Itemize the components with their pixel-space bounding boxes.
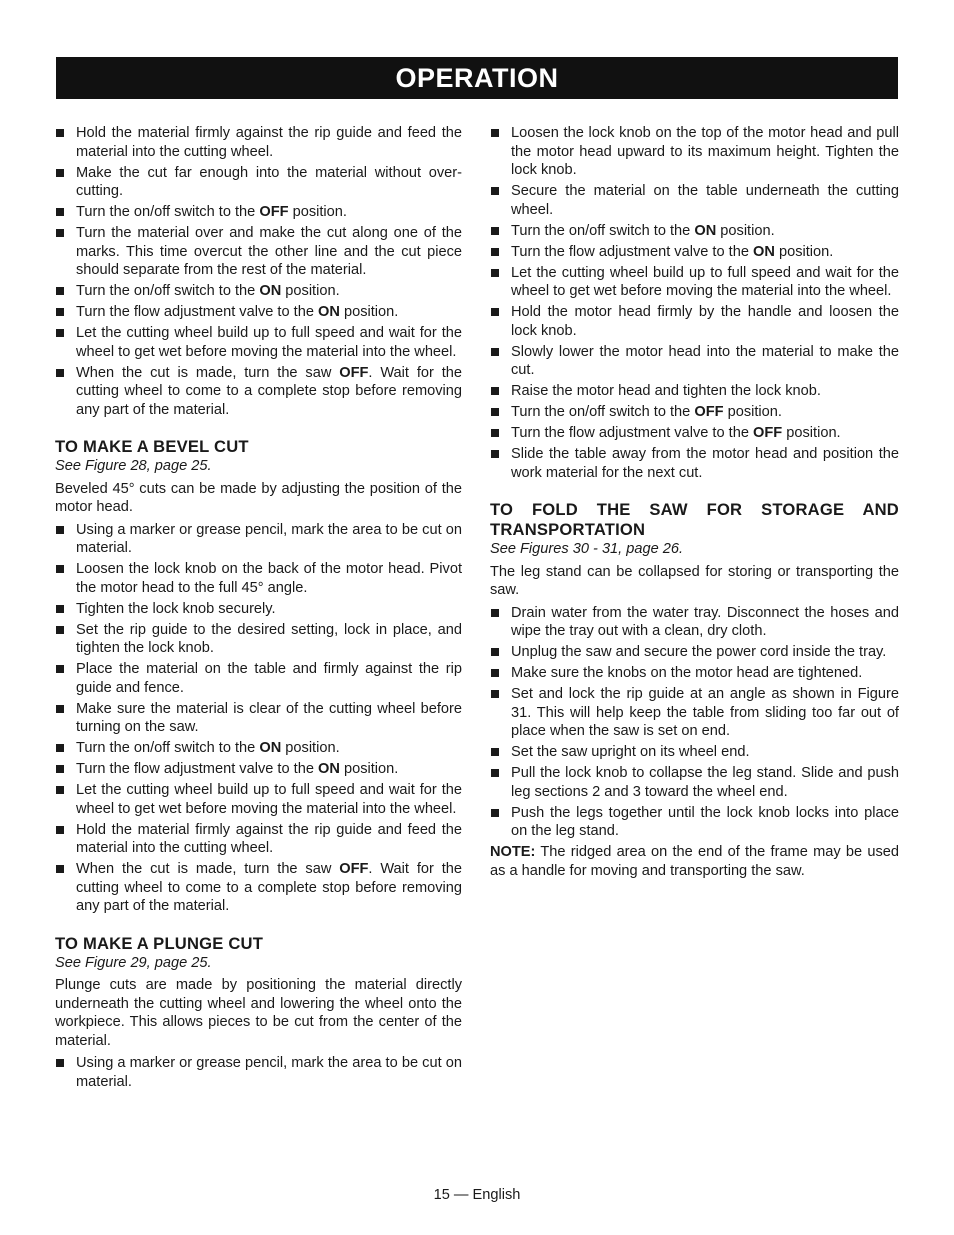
list-item-text: Turn the flow adjustment valve to the xyxy=(76,304,319,320)
square-bullet-icon xyxy=(491,187,499,195)
list-item-emphasis: ON xyxy=(259,283,282,299)
list-item-emphasis: OFF xyxy=(339,364,369,381)
list-item-text: Hold the motor head firmly by the handle and loosen the lock knob. xyxy=(511,304,899,339)
list-item-text: When the cut is made, turn the saw xyxy=(76,861,340,877)
list-item xyxy=(55,821,462,858)
bevel-cut-intro: Beveled 45° cuts can be made by adjusting the position of the motor head. xyxy=(55,480,462,515)
list-item-emphasis: ON xyxy=(318,761,340,777)
list-item-text-after: position. xyxy=(716,222,775,239)
list-item xyxy=(490,382,899,401)
plunge-cut-list-continued xyxy=(490,124,899,482)
list-item-text: Drain water from the water tray. Disconnect the hoses and wipe the tray out with a clean, dry cloth. xyxy=(511,604,899,639)
list-item xyxy=(490,182,899,219)
list-item-text: Make sure the knobs on the motor head are tightened. xyxy=(511,665,863,681)
list-item-text: Loosen the lock knob on the back of the motor head. Pivot the motor head to the full 45° angle. xyxy=(76,561,462,596)
list-item-text: Turn the on/off switch to the xyxy=(76,740,260,756)
intro-list xyxy=(55,124,462,419)
list-item-text: Set and lock the rip guide at an angle as shown in Figure 31. This will help keep the table from sliding too far out of place when the saw is set on end. xyxy=(511,686,899,739)
list-item-text: Let the cutting wheel build up to full speed and wait for the wheel to get wet before moving the material into the wheel. xyxy=(76,782,462,817)
square-bullet-icon xyxy=(491,408,499,416)
square-bullet-icon xyxy=(491,690,499,698)
bevel-cut-figure-ref: See Figure 28, page 25. xyxy=(55,458,212,474)
list-item xyxy=(490,222,899,241)
list-item xyxy=(55,303,462,322)
list-item-text: Hold the material firmly against the rip guide and feed the material into the cutting wheel. xyxy=(76,821,462,856)
list-item-text: Push the legs together until the lock knob locks into place on the leg stand. xyxy=(511,804,899,839)
list-item xyxy=(490,664,899,683)
fold-saw-heading: TO FOLD THE SAW FOR STORAGE AND TRANSPORTATION xyxy=(490,500,899,539)
list-item xyxy=(490,445,899,482)
list-item-text: Let the cutting wheel build up to full speed and wait for the wheel to get wet before moving the material into the wheel. xyxy=(511,264,899,299)
list-item xyxy=(55,660,462,697)
list-item-text-after: position. xyxy=(723,404,782,420)
list-item-text: Secure the material on the table underneath the cutting wheel. xyxy=(511,183,899,218)
list-item xyxy=(55,739,462,758)
square-bullet-icon xyxy=(56,208,64,216)
list-item-text: Hold the material firmly against the rip guide and feed the material into the cutting wheel. xyxy=(76,125,462,160)
list-item-text: Place the material on the table and firmly against the rip guide and fence. xyxy=(76,661,462,696)
list-item xyxy=(55,203,462,222)
fold-saw-intro: The leg stand can be collapsed for storing or transporting the saw. xyxy=(490,563,899,598)
square-bullet-icon xyxy=(491,748,499,756)
list-item-text: Raise the motor head and tighten the lock knob. xyxy=(511,383,821,399)
square-bullet-icon xyxy=(56,229,64,237)
list-item-emphasis: ON xyxy=(694,222,717,239)
page-footer: 15 — English xyxy=(433,1187,521,1203)
list-item-text: Set the saw upright on its wheel end. xyxy=(511,744,750,760)
square-bullet-icon xyxy=(56,129,64,137)
square-bullet-icon xyxy=(56,329,64,337)
list-item xyxy=(490,243,899,262)
list-item-emphasis: ON xyxy=(259,740,282,756)
list-item-emphasis: ON xyxy=(753,243,775,260)
list-item-text: Turn the flow adjustment valve to the xyxy=(511,243,754,260)
list-item-text: Loosen the lock knob on the top of the motor head and pull the motor head upward to its maximum height. Tighten the lock knob. xyxy=(511,125,899,178)
square-bullet-icon xyxy=(491,769,499,777)
list-item-text-after: position. xyxy=(339,761,399,777)
list-item xyxy=(55,164,462,201)
list-item xyxy=(490,643,899,662)
square-bullet-icon xyxy=(56,626,64,634)
square-bullet-icon xyxy=(491,308,499,316)
list-item xyxy=(55,521,462,558)
square-bullet-icon xyxy=(56,765,64,773)
list-item-text: Using a marker or grease pencil, mark the area to be cut on material. xyxy=(76,1055,462,1090)
square-bullet-icon xyxy=(491,387,499,395)
square-bullet-icon xyxy=(56,369,64,377)
square-bullet-icon xyxy=(56,865,64,873)
list-item-text-after: position. xyxy=(782,425,841,441)
square-bullet-icon xyxy=(491,129,499,137)
square-bullet-icon xyxy=(491,227,499,235)
plunge-cut-heading: TO MAKE A PLUNGE CUT xyxy=(55,933,264,953)
list-item xyxy=(55,1054,462,1091)
plunge-cut-intro: Plunge cuts are made by positioning the material directly underneath the cutting wheel and lowering the wheel onto the workpiece. This allows pieces to be cut from the center of the material. xyxy=(55,977,462,1049)
list-item-text: Turn the flow adjustment valve to the xyxy=(511,425,754,441)
square-bullet-icon xyxy=(491,269,499,277)
list-item-emphasis: OFF xyxy=(339,861,369,877)
section-title-banner: OPERATION xyxy=(56,57,898,99)
list-item-text-after: position. xyxy=(281,283,340,299)
square-bullet-icon xyxy=(56,169,64,177)
list-item-text: Unplug the saw and secure the power cord inside the tray. xyxy=(511,644,887,660)
list-item xyxy=(490,403,899,422)
right-column xyxy=(490,124,899,884)
note-text: The ridged area on the end of the frame may be used as a handle for moving and transporting the saw. xyxy=(490,844,899,879)
square-bullet-icon xyxy=(56,786,64,794)
list-item xyxy=(490,303,899,340)
square-bullet-icon xyxy=(56,1059,64,1067)
square-bullet-icon xyxy=(491,248,499,256)
list-item-text: Slide the table away from the motor head and position the work material for the next cut. xyxy=(511,446,899,481)
list-item xyxy=(490,124,899,180)
list-item-text: Turn the on/off switch to the xyxy=(511,222,695,239)
list-item xyxy=(490,804,899,841)
list-item-emphasis: OFF xyxy=(694,404,724,420)
list-item xyxy=(55,700,462,737)
square-bullet-icon xyxy=(56,308,64,316)
list-item-text-after: . Wait for the cutting wheel to come to a complete stop before removing any part of the material. xyxy=(76,364,462,418)
list-item-text: Turn the on/off switch to the xyxy=(76,204,260,220)
list-item xyxy=(490,764,899,801)
fold-saw-figure-ref: See Figures 30 - 31, page 26. xyxy=(490,541,684,557)
list-item-text-after: position. xyxy=(288,204,347,220)
list-item-text: Turn the on/off switch to the xyxy=(76,283,260,299)
square-bullet-icon xyxy=(491,429,499,437)
list-item xyxy=(55,364,462,420)
list-item-text: Tighten the lock knob securely. xyxy=(76,600,276,617)
list-item-text: Turn the material over and make the cut along one of the marks. This time overcut the other line and the cut piece should separate from the rest of the material. xyxy=(76,225,462,278)
list-item-text-after: position. xyxy=(281,740,340,756)
square-bullet-icon xyxy=(56,826,64,834)
square-bullet-icon xyxy=(491,809,499,817)
list-item-text: Pull the lock knob to collapse the leg stand. Slide and push leg sections 2 and 3 toward the wheel end. xyxy=(511,765,899,800)
list-item xyxy=(55,124,462,161)
list-item xyxy=(55,560,462,597)
list-item-emphasis: OFF xyxy=(259,204,289,220)
list-item-text: Let the cutting wheel build up to full speed and wait for the wheel to get wet before moving the material into the wheel. xyxy=(76,325,462,360)
list-item-text: Make sure the material is clear of the cutting wheel before turning on the saw. xyxy=(76,700,462,735)
list-item-text: Slowly lower the motor head into the material to make the cut. xyxy=(511,343,899,378)
square-bullet-icon xyxy=(491,348,499,356)
square-bullet-icon xyxy=(491,609,499,617)
square-bullet-icon xyxy=(56,565,64,573)
list-item-text: Turn the flow adjustment valve to the xyxy=(76,761,319,777)
square-bullet-icon xyxy=(56,744,64,752)
list-item xyxy=(55,224,462,280)
list-item-text: When the cut is made, turn the saw xyxy=(76,364,340,381)
fold-saw-note xyxy=(490,843,899,880)
plunge-cut-list-start xyxy=(55,1054,462,1091)
square-bullet-icon xyxy=(56,526,64,534)
list-item-text: Set the rip guide to the desired setting, lock in place, and tighten the lock knob. xyxy=(76,621,462,656)
square-bullet-icon xyxy=(56,705,64,713)
list-item xyxy=(55,860,462,916)
bevel-cut-heading: TO MAKE A BEVEL CUT xyxy=(55,437,249,456)
square-bullet-icon xyxy=(491,450,499,458)
list-item xyxy=(490,424,899,443)
list-item-text: Using a marker or grease pencil, mark the area to be cut on material. xyxy=(76,521,462,556)
fold-saw-list xyxy=(490,604,899,841)
list-item xyxy=(55,621,462,658)
bevel-cut-list xyxy=(55,521,462,916)
list-item xyxy=(55,324,462,361)
square-bullet-icon xyxy=(491,669,499,677)
square-bullet-icon xyxy=(56,605,64,613)
list-item xyxy=(490,604,899,641)
square-bullet-icon xyxy=(56,287,64,295)
plunge-cut-figure-ref: See Figure 29, page 25. xyxy=(55,954,212,971)
list-item-text: Make the cut far enough into the material without over-cutting. xyxy=(76,164,462,199)
list-item-text-after: position. xyxy=(339,304,399,320)
list-item-text-after: . Wait for the cutting wheel to come to a complete stop before removing any part of the material. xyxy=(76,861,462,914)
list-item-emphasis: ON xyxy=(318,304,340,320)
list-item-text: Turn the on/off switch to the xyxy=(511,404,695,420)
list-item xyxy=(490,685,899,741)
list-item xyxy=(55,600,462,619)
list-item-emphasis: OFF xyxy=(753,425,783,441)
list-item xyxy=(490,343,899,380)
square-bullet-icon xyxy=(56,665,64,673)
list-item-text-after: position. xyxy=(774,243,834,260)
note-label: NOTE: xyxy=(490,844,536,860)
list-item xyxy=(55,760,462,779)
list-item xyxy=(490,264,899,301)
left-column xyxy=(55,124,462,1094)
list-item xyxy=(490,743,899,762)
square-bullet-icon xyxy=(491,648,499,656)
list-item xyxy=(55,781,462,818)
list-item xyxy=(55,282,462,301)
